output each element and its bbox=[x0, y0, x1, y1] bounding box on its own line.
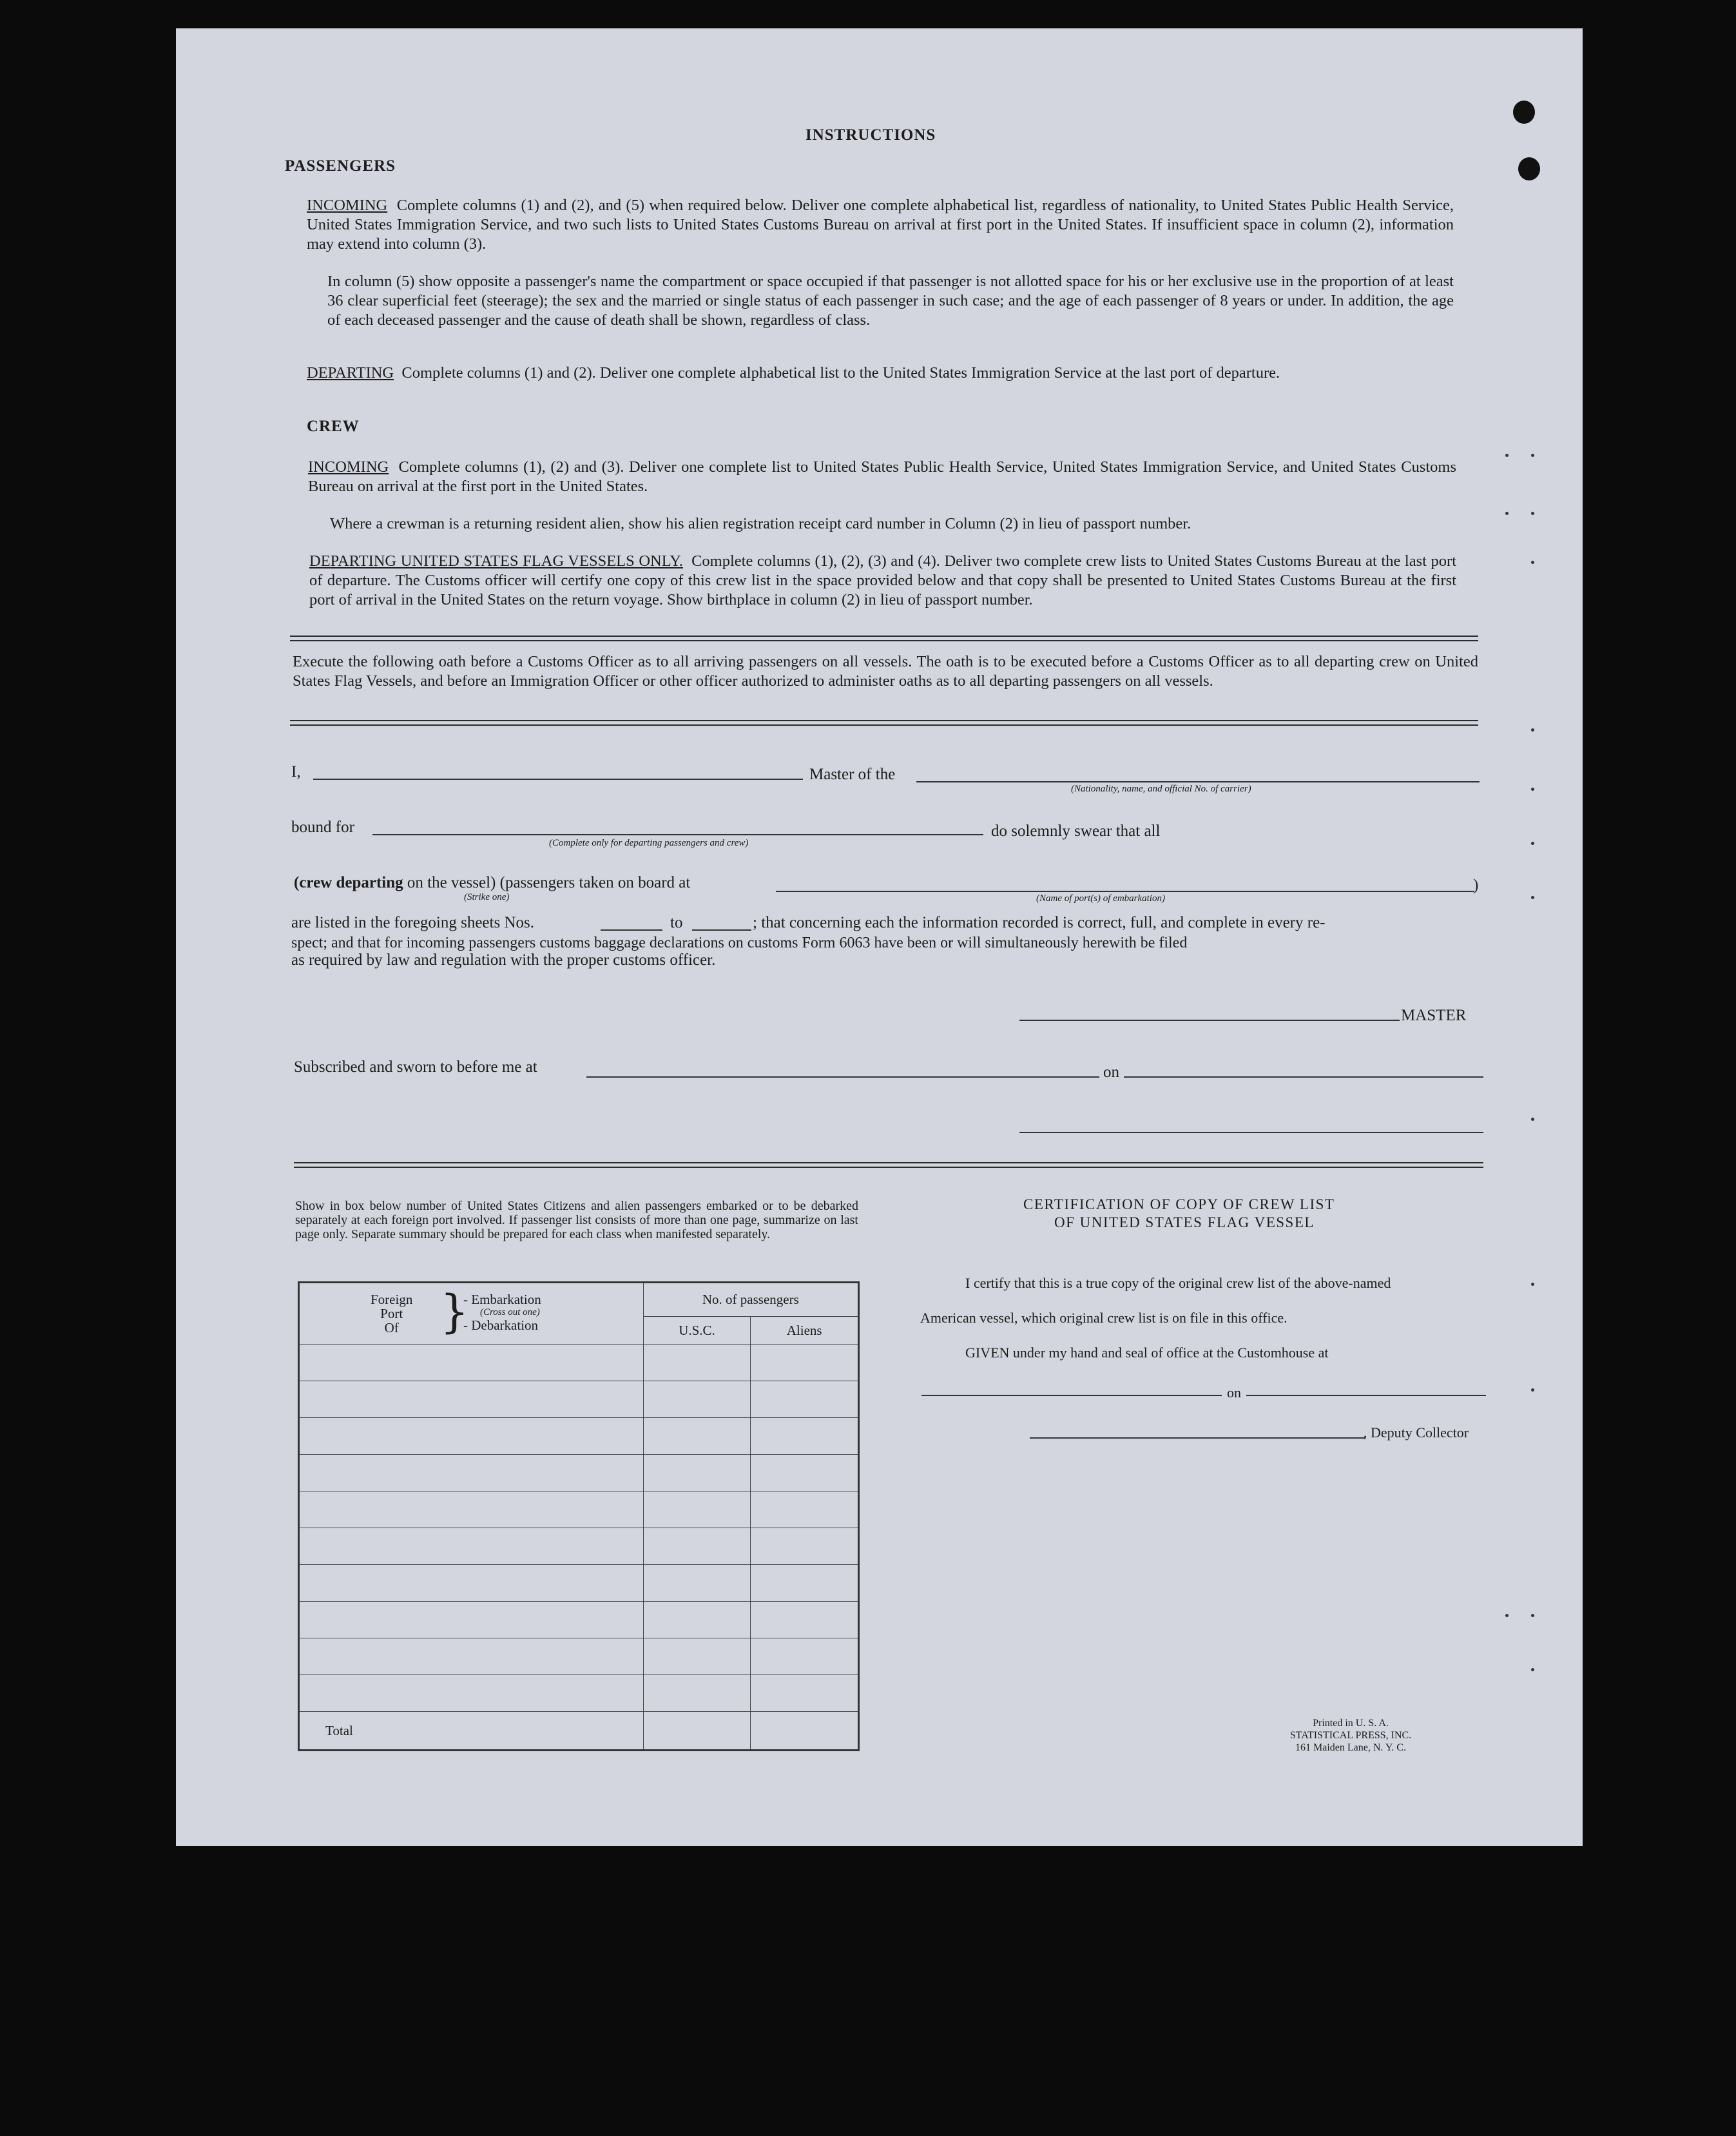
cross-out-caption: (Cross out one) bbox=[480, 1307, 540, 1317]
aliens-cell[interactable] bbox=[751, 1381, 859, 1418]
strike-one-caption: (Strike one) bbox=[464, 892, 510, 902]
embarkation-label: - Embarkation bbox=[463, 1292, 541, 1307]
scan-speck bbox=[1531, 454, 1534, 457]
usc-cell[interactable] bbox=[643, 1418, 751, 1455]
crew-departing-paragraph bbox=[309, 552, 1456, 610]
divider-double-3 bbox=[294, 1162, 1483, 1168]
scan-speck bbox=[1505, 512, 1509, 515]
embarkation-port-field[interactable] bbox=[776, 891, 1474, 892]
usc-cell[interactable] bbox=[643, 1528, 751, 1565]
scan-speck bbox=[1531, 1118, 1534, 1121]
master-signature-field[interactable] bbox=[1019, 1020, 1400, 1021]
passengers-incoming-paragraph bbox=[307, 196, 1454, 254]
instructions-title: INSTRUCTIONS bbox=[805, 126, 936, 144]
usc-cell[interactable] bbox=[643, 1638, 751, 1675]
customhouse-field[interactable] bbox=[921, 1395, 1222, 1396]
passengers-heading: PASSENGERS bbox=[285, 157, 396, 175]
table-row[interactable] bbox=[299, 1602, 644, 1638]
scan-speck bbox=[1531, 842, 1534, 845]
sheets-line2: spect; and that for incoming passengers customs baggage declarations on customs Form 6063 have been or will simultaneously herewith be filed bbox=[291, 935, 1188, 951]
crew-heading: CREW bbox=[307, 418, 360, 435]
usc-cell[interactable] bbox=[643, 1381, 751, 1418]
aliens-cell[interactable] bbox=[751, 1455, 859, 1491]
swear-label: do solemnly swear that all bbox=[991, 822, 1161, 840]
sheets-rest-line1: ; that concerning each the information recorded is correct, full, and complete in every re- bbox=[753, 914, 1326, 931]
deputy-collector-label: , Deputy Collector bbox=[1364, 1424, 1469, 1441]
certification-title-1: CERTIFICATION OF COPY OF CREW LIST bbox=[1023, 1196, 1335, 1212]
table-row[interactable] bbox=[299, 1638, 644, 1675]
crew-alien-paragraph: Where a crewman is a returning resident alien, show his alien registration receipt card number in Column (2) in lieu of passport number. bbox=[330, 515, 1191, 532]
bound-for-label: bound for bbox=[291, 819, 354, 836]
port-caption: (Name of port(s) of embarkation) bbox=[1036, 893, 1165, 904]
printer-line-2: STATISTICAL PRESS, INC. bbox=[1289, 1730, 1412, 1741]
usc-header: U.S.C. bbox=[643, 1317, 751, 1345]
sheets-to-field[interactable] bbox=[692, 929, 751, 931]
subscribed-place-field[interactable] bbox=[586, 1076, 1099, 1078]
port-header-cell bbox=[299, 1283, 644, 1345]
scan-speck bbox=[1531, 1388, 1534, 1392]
foreign-label: Foreign bbox=[371, 1292, 413, 1307]
close-paren: ) bbox=[1473, 877, 1479, 894]
table-row[interactable] bbox=[299, 1491, 644, 1528]
sheets-from-field[interactable] bbox=[601, 929, 662, 931]
master-of-label: Master of the bbox=[809, 766, 896, 783]
deputy-signature-field[interactable] bbox=[1030, 1437, 1365, 1439]
printer-line-3: 161 Maiden Lane, N. Y. C. bbox=[1295, 1742, 1406, 1753]
aliens-total-cell[interactable] bbox=[751, 1712, 859, 1751]
scan-speck bbox=[1505, 1614, 1509, 1617]
sheets-to-label: to bbox=[670, 914, 683, 931]
aliens-cell[interactable] bbox=[751, 1638, 859, 1675]
crew-incoming-label: INCOMING bbox=[308, 458, 389, 476]
aliens-cell[interactable] bbox=[751, 1602, 859, 1638]
usc-cell[interactable] bbox=[643, 1491, 751, 1528]
certify-date-field[interactable] bbox=[1246, 1395, 1486, 1396]
usc-cell[interactable] bbox=[643, 1455, 751, 1491]
crew-departing-text: Complete columns (1), (2), (3) and (4). Deliver two complete crew lists to United States Customs Bureau at the last port of departure. The Customs officer will certify one copy of this crew list in the space provided below and that copy shall be presented to United States Customs Bureau at the first port of arrival in the United States on the return voyage. Show birthplace in column (2) in lieu of passport number. bbox=[309, 552, 1456, 608]
scan-speck bbox=[1531, 512, 1534, 515]
oath-i-label: I, bbox=[291, 763, 301, 781]
usc-cell[interactable] bbox=[643, 1602, 751, 1638]
certify-line-1: I certify that this is a true copy of the original crew list of the above-named bbox=[965, 1275, 1391, 1291]
aliens-cell[interactable] bbox=[751, 1345, 859, 1381]
port-label: Port bbox=[380, 1306, 403, 1321]
passengers-departing-label: DEPARTING bbox=[307, 364, 394, 382]
table-row[interactable] bbox=[299, 1675, 644, 1712]
printer-imprint bbox=[1286, 1717, 1415, 1754]
scan-speck bbox=[1505, 454, 1509, 457]
on-vessel-text: on the vessel) (passengers taken on board at bbox=[407, 874, 691, 891]
passengers-incoming-label: INCOMING bbox=[307, 197, 388, 214]
sheets-label: are listed in the foregoing sheets Nos. bbox=[291, 914, 534, 931]
table-row[interactable] bbox=[299, 1381, 644, 1418]
crew-incoming-text: Complete columns (1), (2) and (3). Deliver one complete list to United States Public Health Service, United States Immigration Service, and United States Customs Bureau on arrival at the first port in the United States. bbox=[308, 458, 1456, 495]
scan-speck bbox=[1531, 561, 1534, 564]
table-row[interactable] bbox=[299, 1345, 644, 1381]
table-row[interactable] bbox=[299, 1565, 644, 1602]
debarkation-label: - Debarkation bbox=[463, 1317, 539, 1333]
crew-incoming-paragraph bbox=[308, 458, 1456, 496]
scan-speck bbox=[1531, 728, 1534, 732]
divider-double-2 bbox=[290, 720, 1478, 726]
table-row[interactable] bbox=[299, 1455, 644, 1491]
usc-cell[interactable] bbox=[643, 1675, 751, 1712]
usc-cell[interactable] bbox=[643, 1565, 751, 1602]
scan-speck bbox=[1531, 788, 1534, 791]
passengers-column5-paragraph: In column (5) show opposite a passenger's name the compartment or space occupied if that passenger is not allotted space for his or her exclusive use in the proportion of at least 36 clear superficial feet (steerage); the sex and the married or single status of each passenger in such case; and the age of each passenger of 8 years or under. In addition, the age of each deceased passenger and the cause of death shall be shown, regardless of class. bbox=[327, 273, 1454, 329]
certification-title-2: OF UNITED STATES FLAG VESSEL bbox=[1054, 1214, 1315, 1230]
scan-speck bbox=[1531, 1668, 1534, 1671]
printer-line-1: Printed in U. S. A. bbox=[1313, 1718, 1389, 1729]
brace-icon: } bbox=[440, 1285, 469, 1338]
table-row[interactable] bbox=[299, 1418, 644, 1455]
crew-departing-label: DEPARTING UNITED STATES FLAG VESSELS ONLY. bbox=[309, 552, 683, 570]
subscribed-label: Subscribed and sworn to before me at bbox=[294, 1058, 537, 1076]
passenger-summary-table bbox=[298, 1281, 860, 1751]
certify-line-3: GIVEN under my hand and seal of office at the Customhouse at bbox=[965, 1345, 1329, 1361]
aliens-header: Aliens bbox=[751, 1317, 859, 1345]
summary-note: Show in box below number of United States Citizens and alien passengers embarked or to be debarked separately at each foreign port involved. If passenger list consists of more than one page, summarize on last page only. Separate summary should be prepared for each class when manifested separately. bbox=[295, 1199, 858, 1241]
scan-speck bbox=[1531, 1283, 1534, 1286]
aliens-cell[interactable] bbox=[751, 1675, 859, 1712]
punch-hole-top bbox=[1513, 101, 1535, 124]
total-label: Total bbox=[325, 1722, 353, 1738]
aliens-cell[interactable] bbox=[751, 1418, 859, 1455]
divider-double-1 bbox=[290, 636, 1478, 641]
scan-speck bbox=[1531, 896, 1534, 899]
sheets-line3: as required by law and regulation with the proper customs officer. bbox=[291, 951, 716, 969]
master-name-field[interactable] bbox=[313, 779, 803, 780]
certify-line-2: American vessel, which original crew list is on file in this office. bbox=[920, 1310, 1288, 1326]
passengers-departing-paragraph bbox=[307, 364, 1454, 383]
aliens-cell[interactable] bbox=[751, 1491, 859, 1528]
scan-speck bbox=[1531, 1614, 1534, 1617]
officer-signature-field[interactable] bbox=[1019, 1132, 1483, 1133]
carrier-caption: (Nationality, name, and official No. of carrier) bbox=[1071, 784, 1251, 794]
bound-for-caption: (Complete only for departing passengers and crew) bbox=[549, 838, 749, 848]
passengers-incoming-text: Complete columns (1) and (2), and (5) when required below. Deliver one complete alphabetical list, regardless of nationality, to United States Public Health Service, United States Immigration Service, and two such lists to United States Customs Bureau on arrival at first port in the United States. If insufficient space in column (2), information may extend into column (3). bbox=[307, 197, 1454, 253]
aliens-cell[interactable] bbox=[751, 1565, 859, 1602]
subscribed-on-label: on bbox=[1103, 1063, 1119, 1081]
passengers-departing-text: Complete columns (1) and (2). Deliver one complete alphabetical list to the United States Immigration Service at the last port of departure. bbox=[401, 364, 1280, 382]
table-row[interactable] bbox=[299, 1528, 644, 1565]
carrier-field[interactable] bbox=[916, 781, 1480, 782]
master-label: MASTER bbox=[1401, 1007, 1467, 1024]
total-row bbox=[299, 1712, 644, 1751]
subscribed-date-field[interactable] bbox=[1124, 1076, 1483, 1078]
crew-departing-bold: (crew departing bbox=[294, 874, 403, 891]
bound-for-field[interactable] bbox=[372, 834, 983, 835]
usc-total-cell[interactable] bbox=[643, 1712, 751, 1751]
of-label: Of bbox=[384, 1320, 399, 1335]
crew-departing-option bbox=[294, 874, 690, 892]
punch-hole-bottom bbox=[1518, 157, 1540, 180]
no-of-passengers-header: No. of passengers bbox=[643, 1283, 858, 1317]
usc-cell[interactable] bbox=[643, 1345, 751, 1381]
aliens-cell[interactable] bbox=[751, 1528, 859, 1565]
oath-note: Execute the following oath before a Customs Officer as to all arriving passengers on all vessels. The oath is to be executed before a Customs Officer as to all departing crew on United States Flag Vessels, and before an Immigration Officer or other officer authorized to administer oaths as to all departing passengers on all vessels. bbox=[293, 653, 1478, 690]
certify-on-label: on bbox=[1227, 1384, 1241, 1401]
